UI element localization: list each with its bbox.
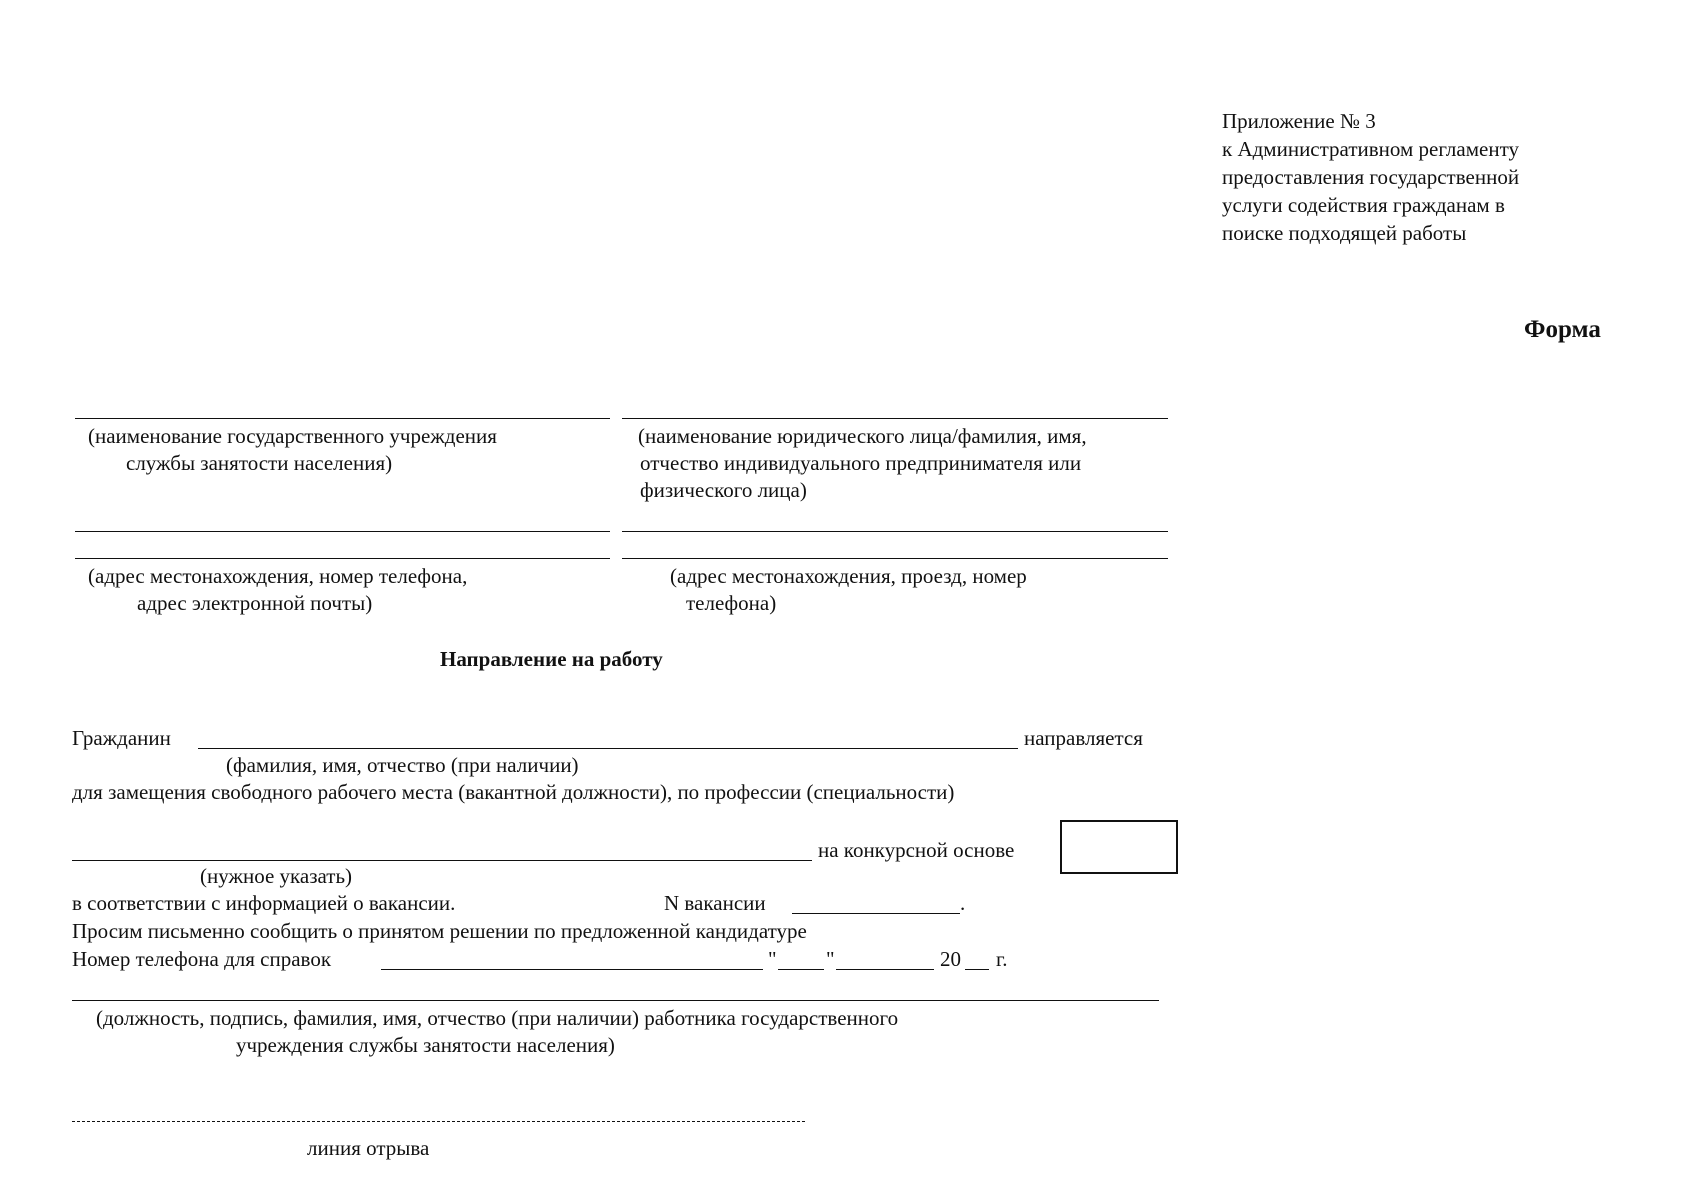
employer-caption-2: отчество индивидуального предпринимателя или: [640, 451, 1082, 475]
tear-line-label: линия отрыва: [307, 1136, 430, 1160]
appendix-line-1: Приложение № 3: [1222, 109, 1376, 133]
tear-line: [72, 1121, 805, 1122]
vacancy-number-field[interactable]: [792, 913, 960, 914]
employer-extra-line[interactable]: [622, 531, 1168, 532]
institution-address-caption-1: (адрес местонахождения, номер телефона,: [88, 564, 468, 588]
appendix-line-2: к Административном регламенту: [1222, 137, 1519, 161]
info-line: в соответствии с информацией о вакансии.: [72, 891, 456, 915]
vacancy-number-tail: .: [960, 891, 966, 915]
signature-caption-1: (должность, подпись, фамилия, имя, отчество (при наличии) работника государственного: [96, 1006, 899, 1030]
vacancy-number-label: N вакансии: [664, 891, 766, 915]
document-title: Направление на работу: [440, 647, 663, 671]
employer-name-line[interactable]: [622, 418, 1168, 419]
employer-address-caption-2: телефона): [686, 591, 777, 615]
institution-extra-line[interactable]: [75, 531, 610, 532]
request-line: Просим письменно сообщить о принятом решении по предложенной кандидатуре: [72, 919, 807, 943]
date-quote-close: ": [826, 947, 835, 971]
date-quote-open: ": [768, 947, 777, 971]
signature-line[interactable]: [72, 1000, 1159, 1001]
competitive-checkbox[interactable]: [1060, 820, 1178, 874]
institution-name-line[interactable]: [75, 418, 610, 419]
profession-field[interactable]: [72, 860, 812, 861]
directed-label: направляется: [1024, 726, 1143, 750]
employer-address-caption-1: (адрес местонахождения, проезд, номер: [670, 564, 1027, 588]
competitive-label: на конкурсной основе: [818, 838, 1015, 862]
employer-address-line[interactable]: [622, 558, 1168, 559]
indicate-caption: (нужное указать): [200, 864, 353, 888]
employer-caption-3: физического лица): [640, 478, 807, 502]
phone-label: Номер телефона для справок: [72, 947, 332, 971]
date-day-field[interactable]: [778, 969, 824, 970]
appendix-line-3: предоставления государственной: [1222, 165, 1520, 189]
institution-address-caption-2: адрес электронной почты): [137, 591, 373, 615]
date-month-field[interactable]: [836, 969, 934, 970]
vacancy-line: для замещения свободного рабочего места (вакантной должности), по профессии (специальности): [72, 780, 955, 804]
appendix-line-5: поиске подходящей работы: [1222, 221, 1467, 245]
appendix-line-4: услуги содействия гражданам в: [1222, 193, 1505, 217]
signature-caption-2: учреждения службы занятости населения): [236, 1033, 615, 1057]
date-year-field[interactable]: [965, 969, 989, 970]
citizen-label: Гражданин: [72, 726, 171, 750]
phone-field[interactable]: [381, 969, 763, 970]
citizen-fio-field[interactable]: [198, 748, 1018, 749]
date-year-suffix: г.: [996, 947, 1008, 971]
institution-caption-1: (наименование государственного учреждения: [88, 424, 497, 448]
institution-caption-2: службы занятости населения): [126, 451, 393, 475]
date-year-prefix: 20: [940, 947, 961, 971]
institution-address-line[interactable]: [75, 558, 610, 559]
fio-caption: (фамилия, имя, отчество (при наличии): [226, 753, 579, 777]
form-label: Форма: [1524, 316, 1601, 343]
employer-caption-1: (наименование юридического лица/фамилия, имя,: [638, 424, 1087, 448]
